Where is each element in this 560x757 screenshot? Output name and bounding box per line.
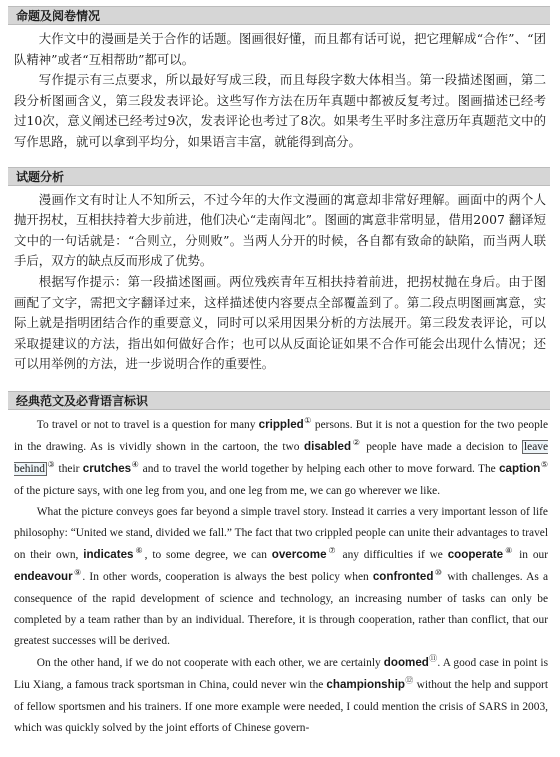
footnote-marker: ⑥ xyxy=(133,546,145,556)
essay-text: On the other hand, if we do not cooperate with each other, we are certainly xyxy=(36,657,384,670)
key-vocabulary: doomed xyxy=(383,656,429,670)
essay-text: people have made a decision to xyxy=(361,441,522,454)
essay-text: . A good case in point is Liu Xiang, a famous track sportsman in China, could never win the xyxy=(14,657,549,692)
essay-text: and to travel the world together by helping each other to move forward. The xyxy=(139,463,500,476)
footnote-marker: ⑤ xyxy=(540,460,549,470)
essay-paragraph xyxy=(8,502,550,652)
essay-text: , to some degree, we can xyxy=(144,549,272,562)
essay-text: in our xyxy=(514,549,549,562)
section-body-model-essay xyxy=(8,414,550,739)
footnote-marker: ① xyxy=(303,416,312,426)
section-header-question-analysis: 试题分析 xyxy=(8,167,550,186)
essay-text: What the picture conveys goes far beyond a simple travel story. Instead it carries a very important lesson of life philosophy: “United we stand, divided we fall.” The fact that two crippled people can unite their advantages to travel on their own, xyxy=(14,505,548,562)
paragraph: 漫画作文有时让人不知所云，不过今年的大作文漫画的寓意却非常好理解。画面中的两个人抛开拐杖，互相扶持着大步前进，他们决心“走南闯北”。图画的寓意非常明显，借用2007 翻译短文中的一句话就是：“合则立，分则败”。当两人分开的时候，各自都有致命的缺陷，而当两人联手后，双方的缺点反而形成了优势。 xyxy=(14,191,546,269)
key-vocabulary: indicates xyxy=(83,548,134,562)
footnote-marker: ⑫ xyxy=(405,676,414,686)
key-vocabulary: championship xyxy=(326,678,406,692)
key-vocabulary: endeavour xyxy=(14,570,73,584)
key-vocabulary: crippled xyxy=(258,417,304,431)
section-body-exam-overview xyxy=(8,29,550,153)
section-body-question-analysis xyxy=(8,190,550,375)
essay-text: without the help and support of fellow sportsmen and his trainers. If one more example were needed, I could mention the crisis of SARS in 2003, which was quickly solved by the joint efforts of Chinese govern- xyxy=(14,679,548,734)
essay-paragraph xyxy=(8,414,550,502)
paragraph: 大作文中的漫画是关于合作的话题。图画很好懂，而且都有话可说，把它理解成“合作”、“团队精神”或者“互相帮助”都可以。 xyxy=(14,31,546,67)
key-vocabulary: disabled xyxy=(304,440,352,454)
paragraph: 写作提示有三点要求，所以最好写成三段，而且每段字数大体相当。第一段描述图画，第二段分析图画含义，第三段发表评论。这些写作方法在历年真题中都被反复考过。图画描述已经考过10次，意义阐述已经考过9次，发表评论也考过了8次。如果考生平时多注意历年真题范文中的写作思路，就可以拿到平均分，如果语言丰富，就能得到高分。 xyxy=(14,72,546,149)
footnote-marker: ② xyxy=(351,438,362,448)
section-header-model-essay: 经典范文及必背语言标识 xyxy=(8,391,550,410)
footnote-marker: ⑦ xyxy=(326,546,338,556)
footnote-marker: ④ xyxy=(131,460,140,470)
paragraph: 根据写作提示：第一段描述图画。两位残疾青年互相扶持着前进，把拐杖抛在身后。由于图画配了文字，需把文字翻译过来，这样描述使内容要点全部覆盖到了。第二段点明图画寓意，实际上就是指明团结合作的重要意义，同时可以采用因果分析的方法展开。第三段发表评论，可以采取提建议的方法，指出如何做好合作；也可以从反面论证如果不合作可能会出现什么情况；还可以用举例的方法，进一步说明合作的重要性。 xyxy=(14,273,546,372)
essay-text: with challenges. As a consequence of the rapid development of science and technology, an increasing number of tasks can only be completed by a team rather than by an individual. Therefore, it is through cooperation, rather than conflict, that our greatest successes will be derived. xyxy=(14,571,549,647)
essay-text: . In other words, cooperation is always the best policy when xyxy=(82,571,373,584)
essay-text: of the picture says, with one leg from you, and one leg from me, we can go wherever we like. xyxy=(14,484,441,497)
essay-text: any difficulties if we xyxy=(337,549,448,562)
highlighted-phrase: leave behind xyxy=(14,441,548,476)
key-vocabulary: confronted xyxy=(372,570,434,584)
footnote-marker: ⑩ xyxy=(433,568,444,578)
footnote-marker: ⑨ xyxy=(72,568,83,578)
footnote-marker: ⑧ xyxy=(503,546,515,556)
essay-paragraph xyxy=(8,652,550,739)
essay-text: To travel or not to travel is a question for many xyxy=(36,418,259,431)
essay-text: their xyxy=(55,463,83,476)
footnote-marker: ⑪ xyxy=(428,654,438,664)
footnote-marker: ③ xyxy=(47,460,56,470)
key-vocabulary: caption xyxy=(499,462,541,476)
key-vocabulary: cooperate xyxy=(447,548,504,562)
key-vocabulary: crutches xyxy=(82,462,132,476)
essay-text: persons. But it is not a question for the two people in the drawing. As is vividly shown in the cartoon, the two xyxy=(14,418,548,454)
key-vocabulary: overcome xyxy=(271,548,327,562)
section-header-exam-overview: 命题及阅卷情况 xyxy=(8,6,550,25)
